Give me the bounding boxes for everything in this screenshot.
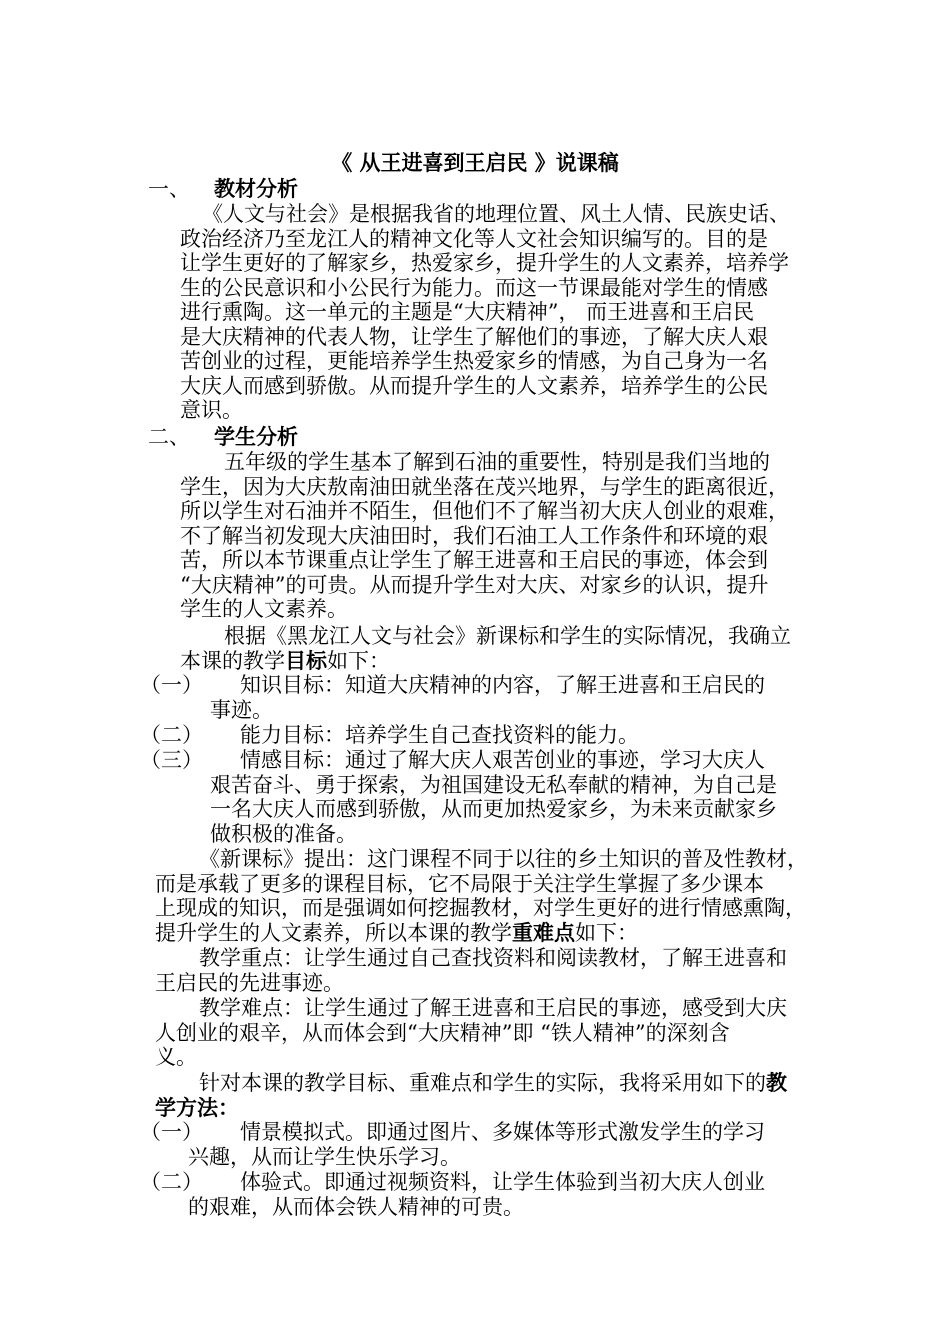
goal-item	[140, 723, 820, 748]
paragraph-line: 王启民的先进事迹。	[155, 970, 344, 995]
paragraph-line: 教学重点：让学生通过自己查找资料和阅读教材，了解王进喜和	[199, 946, 787, 970]
standard-paragraph	[155, 847, 815, 945]
list-number: （三）	[140, 748, 203, 772]
paragraph-line: 人创业的艰辛，从而体会到“大庆精神”即 “铁人精神”的深刻含	[155, 1020, 730, 1045]
goals-intro-paragraph	[180, 624, 810, 673]
list-text: 情景模拟式。即通过图片、多媒体等形式激发学生的学习	[240, 1120, 765, 1144]
paragraph-line: 根据《黑龙江人文与社会》新课标和学生的实际情况，我确立	[224, 624, 791, 648]
list-continuation: 兴趣，从而让学生快乐学习。	[188, 1144, 461, 1169]
text-run: 如下：	[575, 920, 638, 945]
goal-item	[140, 673, 820, 722]
section-heading-textbook	[148, 176, 298, 202]
list-continuation: 的艰难，从而体会铁人精神的可贵。	[188, 1194, 524, 1219]
bold-keyword: 重难点	[512, 920, 575, 945]
paragraph-line	[155, 1071, 815, 1096]
paragraph-line	[155, 1096, 815, 1121]
paragraph-line: 让学生更好的了解家乡，热爱家乡，提升学生的人文素养，培养学	[180, 251, 789, 275]
document-title: 《 从王进喜到王启民 》说课稿	[331, 151, 619, 175]
section-number: 一、	[148, 177, 190, 201]
paragraph-line: “大庆精神”的可贵。从而提升学生对大庆、对家乡的认识，提升	[180, 572, 769, 597]
section-title: 学生分析	[214, 425, 298, 449]
paragraph-line: 苦，所以本节课重点让学生了解王进喜和王启民的事迹，体会到	[180, 548, 768, 572]
paragraph-line: 上现成的知识，而是强调如何挖掘教材，对学生更好的进行情感熏陶，	[155, 896, 806, 920]
methods-intro-paragraph	[155, 1071, 815, 1120]
textbook-analysis-paragraph	[180, 202, 810, 423]
list-number: （一）	[140, 673, 203, 697]
paragraph-line: 生的公民意识和小公民行为能力。而这一节课最能对学生的情感	[180, 275, 768, 300]
paragraph-line: 五年级的学生基本了解到石油的重要性，特别是我们当地的	[224, 450, 770, 474]
paragraph-line: 是大庆精神的代表人物，让学生了解他们的事迹，了解大庆人艰	[180, 324, 768, 349]
list-continuation: 一名大庆人而感到骄傲，从而更加热爱家乡，为未来贡献家乡	[210, 797, 777, 821]
paragraph-line: 所以学生对石油并不陌生，但他们不了解当初大庆人创业的艰难，	[180, 499, 789, 523]
method-item	[140, 1120, 820, 1169]
paragraph-line: 意识。	[180, 398, 243, 422]
paragraph-line	[155, 921, 815, 946]
paragraph-line: 进行熏陶。这一单元的主题是“大庆精神”， 而王进喜和王启民	[180, 300, 755, 324]
list-continuation: 事迹。	[210, 697, 273, 722]
list-number: （一）	[140, 1120, 203, 1144]
bold-keyword: 学方法：	[155, 1095, 239, 1120]
paragraph-line: 《人文与社会》是根据我省的地理位置、风土人情、民族史话、	[202, 202, 790, 226]
section-heading-students	[148, 424, 298, 450]
teaching-difficult-point	[155, 996, 815, 1070]
text-run: 提升学生的人文素养，所以本课的教学	[155, 920, 512, 945]
paragraph-line: 《新课标》提出：这门课程不同于以往的乡土知识的普及性教材，	[199, 847, 808, 871]
paragraph-line: 而是承载了更多的课程目标，它不局限于关注学生掌握了多少课本	[155, 871, 764, 896]
bold-keyword: 目标	[285, 648, 327, 673]
paragraph-line: 苦创业的过程，更能培养学生热爱家乡的情感，为自己身为一名	[180, 349, 768, 373]
paragraph-line: 学生，因为大庆敖南油田就坐落在茂兴地界，与学生的距离很近，	[180, 474, 789, 499]
list-continuation: 艰苦奋斗、勇于探索，为祖国建设无私奉献的精神，为自己是	[210, 772, 777, 797]
list-text: 知识目标：知道大庆精神的内容，了解王进喜和王启民的	[240, 673, 765, 697]
paragraph-line: 学生的人文素养。	[180, 597, 348, 621]
list-text: 能力目标：培养学生自己查找资料的能力。	[240, 723, 639, 747]
section-title: 教材分析	[214, 177, 298, 201]
text-run: 针对本课的教学目标、重难点和学生的实际，我将采用如下的	[199, 1071, 766, 1095]
method-item	[140, 1170, 820, 1219]
paragraph-line	[180, 649, 810, 674]
paragraph-line: 义。	[155, 1045, 197, 1069]
list-text: 情感目标：通过了解大庆人艰苦创业的事迹，学习大庆人	[240, 748, 765, 772]
text-run: 如下：	[327, 648, 390, 673]
paragraph-line: 教学难点：让学生通过了解王进喜和王启民的事迹，感受到大庆	[199, 996, 787, 1020]
paragraph-line: 大庆人而感到骄傲。从而提升学生的人文素养，培养学生的公民	[180, 373, 768, 398]
list-text: 体验式。即通过视频资料，让学生体验到当初大庆人创业	[240, 1170, 765, 1194]
paragraph-line: 政治经济乃至龙江人的精神文化等人文社会知识编写的。目的是	[180, 226, 768, 251]
teaching-key-point	[155, 946, 815, 995]
list-number: （二）	[140, 723, 203, 747]
paragraph-line: 不了解当初发现大庆油田时，我们石油工人工作条件和环境的艰	[180, 523, 768, 548]
student-analysis-paragraph	[180, 450, 810, 622]
goal-item	[140, 748, 820, 846]
list-continuation: 做积极的准备。	[210, 821, 357, 846]
section-number: 二、	[148, 425, 190, 449]
bold-keyword: 教	[766, 1071, 787, 1095]
text-run: 本课的教学	[180, 648, 285, 673]
list-number: （二）	[140, 1170, 203, 1194]
